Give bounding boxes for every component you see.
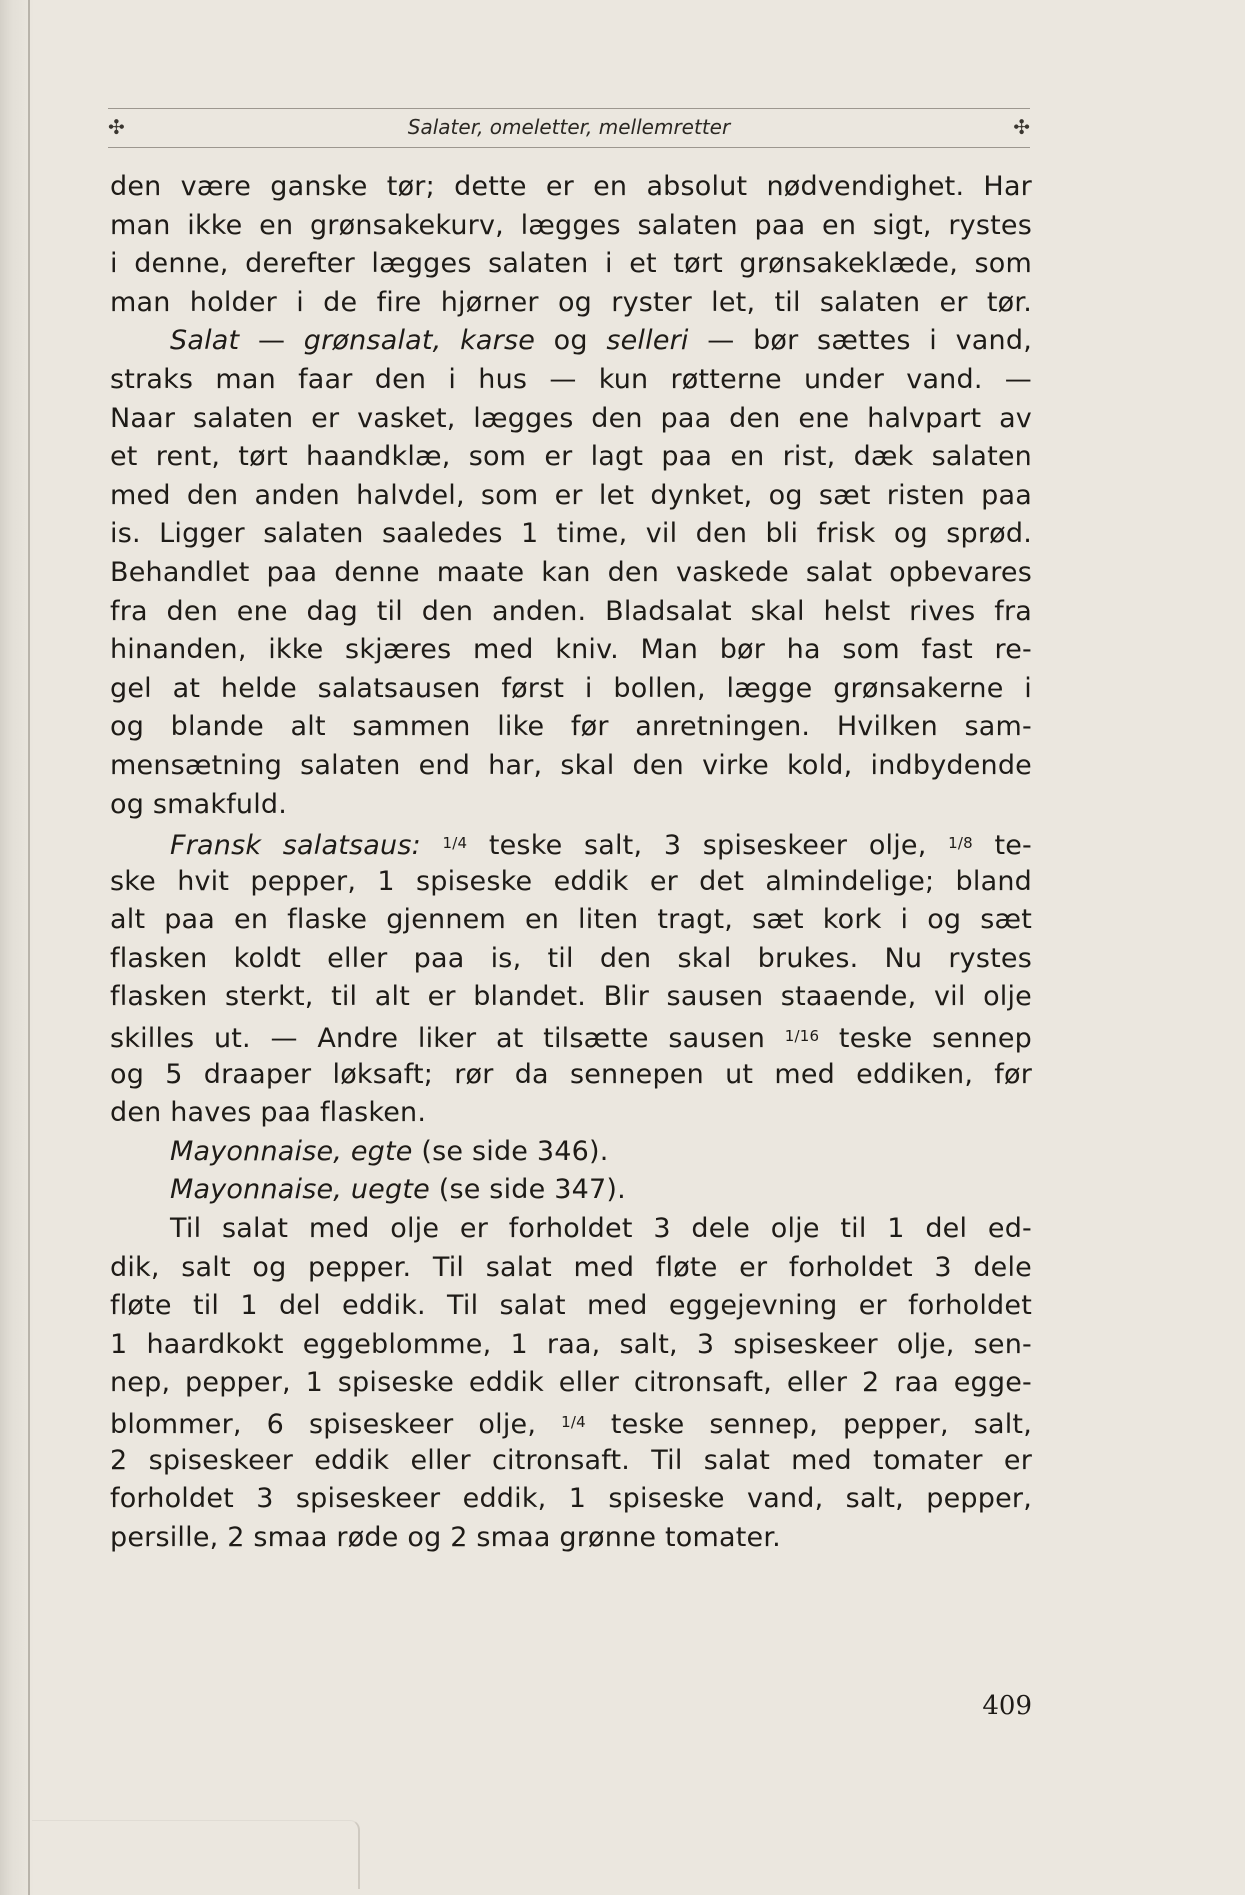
body-text [110, 168, 1032, 1557]
term-fransk-salatsaus: Fransk salatsaus: [170, 830, 421, 862]
text-line: med den anden halvdel, som er let dynket, og sæt risten paa [110, 479, 1032, 511]
running-header [108, 108, 1030, 148]
text-line: dik, salt og pepper. Til salat med fløte er forholdet 3 dele [110, 1251, 1032, 1283]
text-line: forholdet 3 spiseskeer eddik, 1 spiseske vand, salt, pepper, [110, 1483, 1032, 1515]
text-line: skilles ut. — Andre liker at tilsætte sausen $^{1/16}$ teske sennep [110, 1023, 1032, 1055]
text-line: den haves paa flasken. [110, 1097, 427, 1129]
ornament-left-icon: ✣ [108, 115, 125, 139]
text-line: 1 haardkokt eggeblomme, 1 raa, salt, 3 spiseskeer olje, sen- [110, 1328, 1032, 1360]
text-line: i denne, derefter lægges salaten i et tørt grønsakeklæde, som [110, 248, 1032, 280]
text-line: fra den ene dag til den anden. Bladsalat skal helst rives fra [110, 595, 1032, 627]
text-line: Mayonnaise, uegte (se side 347). [170, 1174, 626, 1206]
text-line: flasken sterkt, til alt er blandet. Blir sausen staaende, vil olje [110, 981, 1032, 1013]
text-line: Til salat med olje er forholdet 3 dele olje til 1 del ed- [170, 1213, 1032, 1245]
text-line: flasken koldt eller paa is, til den skal brukes. Nu rystes [110, 942, 1032, 974]
text-line: is. Ligger salaten saaledes 1 time, vil den bli frisk og sprød. [110, 518, 1032, 550]
text-line: fløte til 1 del eddik. Til salat med eggejevning er forholdet [110, 1290, 1032, 1322]
fraction: 1/16 [784, 1027, 820, 1046]
running-header-title: Salater, omeletter, mellemretter [407, 115, 731, 139]
text-line: man holder i de fire hjørner og ryster let, til salaten er tør. [110, 286, 1032, 318]
term-mayonnaise-uegte: Mayonnaise, uegte [170, 1174, 430, 1206]
text-line: gel at helde salatsausen først i bollen, lægge grønsakerne i [110, 672, 1032, 704]
ornament-right-icon: ✣ [1013, 115, 1030, 139]
text-line: den være ganske tør; dette er en absolut nødvendighet. Har [110, 171, 1032, 202]
text-line: Fransk salatsaus: $^{1/4}$ teske salt, 3 spiseskeer olje, $^{1/8}$ te- [170, 830, 1032, 862]
text-line: Mayonnaise, egte (se side 346). [170, 1135, 609, 1167]
text-line: Naar salaten er vasket, lægges den paa den ene halvpart av [110, 402, 1032, 434]
page-corner-mark [32, 1820, 360, 1889]
text-line: og smakfuld. [110, 788, 288, 820]
text-line: et rent, tørt haandklæ, som er lagt paa en rist, dæk salaten [110, 441, 1032, 473]
text-line: nep, pepper, 1 spiseske eddik eller citronsaft, eller 2 raa egge- [110, 1367, 1032, 1399]
term-gronsalat-karse: grønsalat, karse [303, 325, 536, 357]
text-line: og blande alt sammen like før anretningen. Hvilken sam- [110, 711, 1032, 743]
text-line: hinanden, ikke skjæres med kniv. Man bør ha som fast re- [110, 634, 1032, 666]
term-salat: Salat [170, 325, 240, 357]
text-line: persille, 2 smaa røde og 2 smaa grønne tomater. [110, 1521, 781, 1553]
text-line: mensætning salaten end har, skal den virke kold, indbydende [110, 749, 1032, 781]
text-line: alt paa en flaske gjennem en liten tragt, sæt kork i og sæt [110, 904, 1032, 936]
text-line: og 5 draaper løksaft; rør da sennepen ut med eddiken, før [110, 1058, 1032, 1090]
term-mayonnaise-egte: Mayonnaise, egte [170, 1135, 413, 1167]
text-line: blommer, 6 spiseskeer olje, $^{1/4}$ teske sennep, pepper, salt, [110, 1409, 1032, 1440]
text-line: 2 spiseskeer eddik eller citronsaft. Til salat med tomater er [110, 1444, 1032, 1476]
text-line: straks man faar den i hus — kun røtterne under vand. — [110, 363, 1032, 395]
term-selleri: selleri [606, 325, 689, 357]
page-number: 409 [982, 1691, 1032, 1721]
fraction: 1/4 [561, 1413, 586, 1431]
fraction: 1/8 [948, 834, 973, 853]
text-line: Salat — grønsalat, karse og selleri — bør sættes i vand, [170, 325, 1032, 357]
text-line: ske hvit pepper, 1 spiseske eddik er det almindelige; bland [110, 865, 1032, 897]
text-line: man ikke en grønsakekurv, lægges salaten paa en sigt, rystes [110, 209, 1032, 241]
text-line: Behandlet paa denne maate kan den vaskede salat opbevares [110, 556, 1032, 588]
fraction: 1/4 [442, 834, 468, 853]
page-gutter-line [28, 0, 30, 1895]
